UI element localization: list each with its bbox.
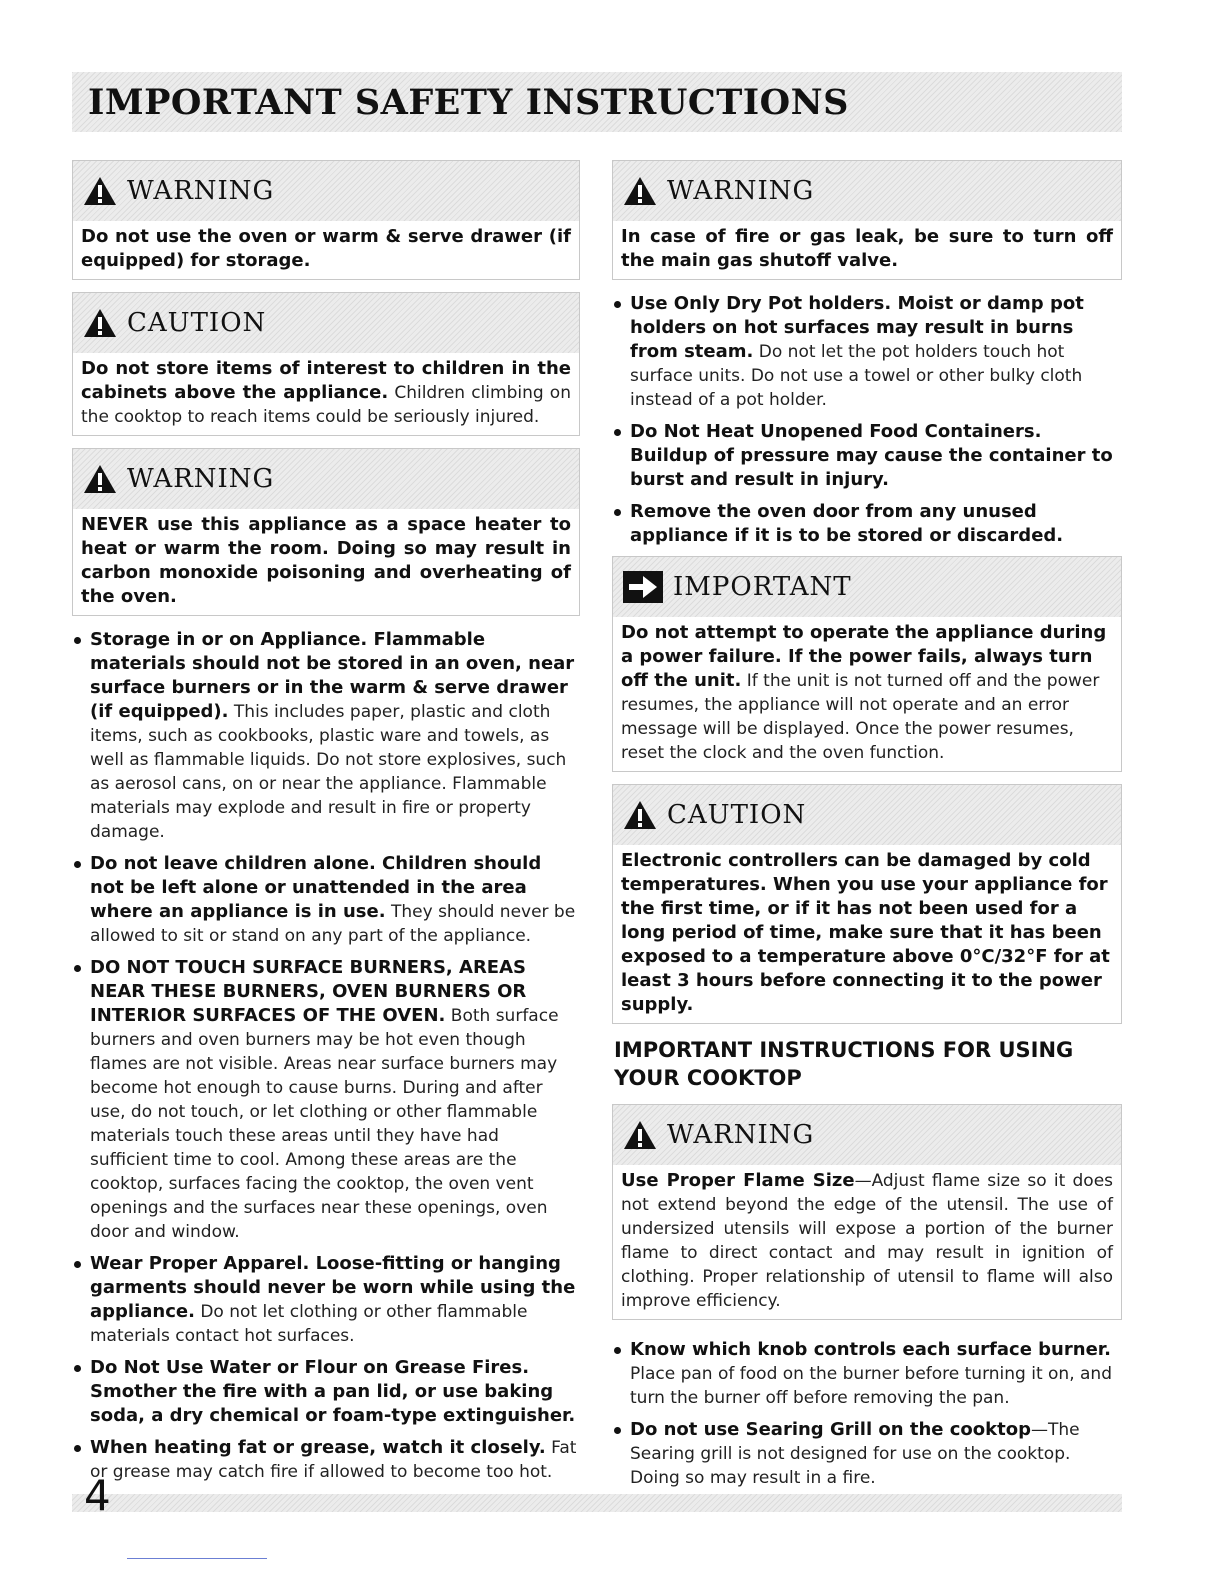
list-item-text: This includes paper, plastic and cloth items, such as cookbooks, plastic ware and towels, as well as flammable liquids. Do not store explosives, such as aerosol cans, on or near the appliance. Flammable materials may explode and result in fire or property damage. [90,702,567,842]
warning-box-gas-leak [612,160,1122,280]
warning-triangle-icon [623,800,657,830]
list-item-text: Both surface burners and oven burners may be hot even though flames are not visible. Areas near surface burners may become hot enough to cause burns. During and after use, do not touch, or let clothing or other flammable materials touch these areas until they have had sufficient time to cool. Among these areas are the cooktop, surfaces facing the cooktop, the oven vent openings and the surfaces near these openings, oven door and window. [90,1006,559,1242]
list-item-bold: Wear Proper Apparel. Loose-fitting or hanging garments should never be worn while using the appliance. [90,1253,576,1322]
list-item-bold: Do not use Searing Grill on the cooktop [630,1419,1031,1440]
important-label: IMPORTANT [673,572,852,602]
list-item-bold: Do Not Heat Unopened Food Containers. Buildup of pressure may cause the container to burst and result in injury. [630,421,1113,490]
list-item [72,852,580,948]
list-item-text: —The Searing grill is not designed for use on the cooktop. Doing so may result in a fire. [630,1420,1080,1488]
list-item-text: Do not let the pot holders touch hot surface units. Do not use a towel or other bulky cloth instead of a pot holder. [630,342,1083,410]
page-number: 4 [84,1471,111,1520]
warning-label: WARNING [667,176,815,206]
page-title-bar [72,72,1122,132]
list-item [612,500,1122,548]
warning-body-text: —Adjust flame size so it does not extend beyond the edge of the utensil. The use of undersized utensils will expose a portion of the burner flame to direct contact and may result in ignition of clothing. Proper relationship of utensil to flame will also improve efficiency. [621,1171,1114,1311]
caution-text: Electronic controllers can be damaged by cold temperatures. When you use your appliance for the first time, or if it has not been used for a long period of time, make sure that it has been exposed to a temperature above 0°C/32°F for at least 3 hours before connecting it to the power supply. [613,845,1121,1023]
caution-box-electronic [612,784,1122,1024]
right-column [612,160,1122,1498]
important-arrow-icon [623,571,663,603]
caution-label: CAUTION [667,800,807,830]
important-bold-text: Do not attempt to operate the appliance during a power failure. If the power fails, always turn off the unit. [621,622,1107,691]
important-box-power-failure [612,556,1122,772]
warning-label: WARNING [127,464,275,494]
warning-header [613,1105,1121,1165]
right-bullet-list-2 [612,1338,1122,1490]
warning-label: WARNING [667,1120,815,1150]
left-column [72,160,580,1492]
warning-text: NEVER use this appliance as a space heater to heat or warm the room. Doing so may result in carbon monoxide poisoning and overheating of the oven. [73,509,579,615]
right-bullet-list-1 [612,292,1122,548]
caution-header [73,293,579,353]
warning-triangle-icon [83,464,117,494]
list-item-bold: Do not leave children alone. Children should not be left alone or unattended in the area where an appliance is in use. [90,853,542,922]
important-body-text: If the unit is not turned off and the power resumes, the appliance will not operate and an error message will be displayed. Once the power resumes, reset the clock and the oven function. [621,671,1100,763]
list-item [612,1418,1122,1490]
list-item-bold: DO NOT TOUCH SURFACE BURNERS, AREAS NEAR THESE BURNERS, OVEN BURNERS OR INTERIOR SURFACES OF THE OVEN. [90,957,527,1026]
list-item-bold: When heating fat or grease, watch it closely. [90,1437,546,1458]
warning-text [613,1165,1121,1319]
warning-bold-text: Use Proper Flame Size [621,1170,855,1191]
list-item-text: Place pan of food on the burner before turning it on, and turn the burner off before removing the pan. [630,1364,1112,1408]
warning-triangle-icon [623,176,657,206]
list-item [72,1252,580,1348]
warning-header [73,161,579,221]
warning-label: WARNING [127,176,275,206]
caution-box-children [72,292,580,436]
list-item [612,1338,1122,1410]
list-item-text: Do not let clothing or other flammable materials contact hot surfaces. [90,1302,528,1346]
list-item-bold: Remove the oven door from any unused appliance if it is to be stored or discarded. [630,501,1064,546]
page-title: IMPORTANT SAFETY INSTRUCTIONS [88,81,849,123]
list-item-bold: Use Only Dry Pot holders. Moist or damp pot holders on hot surfaces may result in burns from steam. [630,293,1084,362]
list-item [612,420,1122,492]
important-text [613,617,1121,771]
footer-divider [127,1558,267,1559]
warning-text: Do not use the oven or warm & serve drawer (if equipped) for storage. [73,221,579,279]
important-header [613,557,1121,617]
list-item-bold: Know which knob controls each surface burner. [630,1339,1111,1360]
list-item-bold: Do Not Use Water or Flour on Grease Fires. Smother the fire with a pan lid, or use baking soda, a dry chemical or foam-type extinguisher. [90,1357,576,1426]
section-heading-cooktop: IMPORTANT INSTRUCTIONS FOR USING YOUR COOKTOP [614,1038,1074,1090]
list-item [612,292,1122,412]
caution-bold-text: Do not store items of interest to children in the cabinets above the appliance. [81,358,571,403]
caution-header [613,785,1121,845]
warning-header [73,449,579,509]
list-item [72,1436,580,1484]
caution-label: CAUTION [127,308,267,338]
warning-text: In case of fire or gas leak, be sure to turn off the main gas shutoff valve. [613,221,1121,279]
warning-triangle-icon [83,176,117,206]
warning-triangle-icon [623,1120,657,1150]
warning-header [613,161,1121,221]
list-item-bold: Storage in or on Appliance. Flammable materials should not be stored in an oven, near surface burners or in the warm & serve drawer (if equipped). [90,629,575,722]
left-bullet-list [72,628,580,1484]
warning-box-storage [72,160,580,280]
warning-box-flame-size [612,1104,1122,1320]
list-item-text: They should never be allowed to sit or stand on any part of the appliance. [90,902,576,946]
footer-bar [72,1494,1122,1512]
list-item-text: Fat or grease may catch fire if allowed to become too hot. [90,1438,577,1482]
list-item [72,628,580,844]
caution-body-text: Children climbing on the cooktop to reach items could be seriously injured. [81,383,571,427]
caution-text [73,353,579,435]
list-item [72,1356,580,1428]
warning-triangle-icon [83,308,117,338]
list-item [72,956,580,1244]
warning-box-space-heater [72,448,580,616]
